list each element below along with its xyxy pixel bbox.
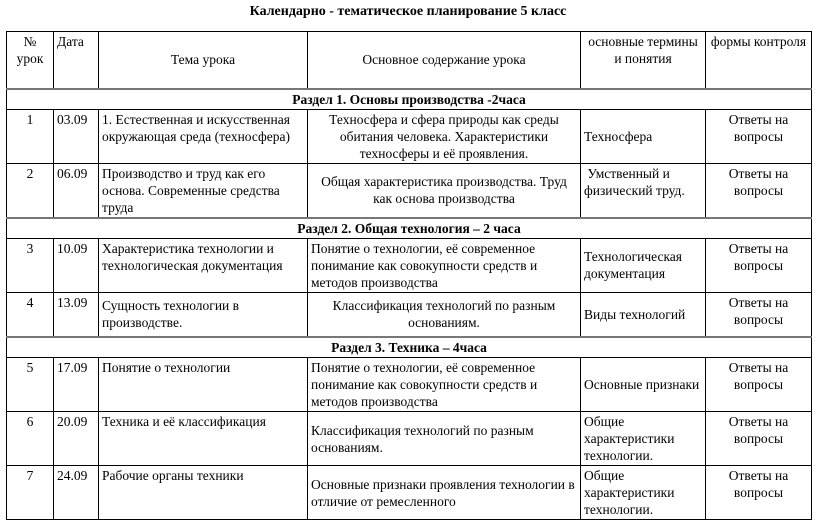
- cell-content: Понятие о технологии, её современное понимание как совокупности средств и методов производства: [308, 238, 581, 292]
- section-heading: Раздел 3. Техника – 4часа: [7, 337, 812, 358]
- section-heading: Раздел 1. Основы производства -2часа: [7, 89, 812, 110]
- cell-date: 03.09: [54, 109, 99, 163]
- cell-num: 7: [7, 466, 54, 520]
- cell-date: 20.09: [54, 412, 99, 466]
- planning-table: [6, 31, 812, 520]
- cell-control: Ответы на вопросы: [706, 163, 812, 218]
- cell-date: 06.09: [54, 163, 99, 218]
- table-row: [7, 292, 812, 337]
- document-title: Календарно - тематическое планирование 5 класс: [249, 4, 567, 19]
- cell-control: Ответы на вопросы: [706, 358, 812, 412]
- cell-terms: Технологическая документация: [581, 238, 706, 292]
- cell-topic: Рабочие органы техники: [99, 466, 308, 520]
- cell-topic: Производство и труд как его основа. Современные средства труда: [99, 163, 308, 218]
- cell-content: Классификация технологий по разным основаниям.: [308, 292, 581, 337]
- header-control: формы контроля: [706, 32, 812, 89]
- cell-topic: Сущность технологии в производстве.: [99, 292, 308, 337]
- cell-content: Основные признаки проявления технологии в отличие от ремесленного: [308, 466, 581, 520]
- header-content: Основное содержание урока: [308, 32, 581, 89]
- cell-topic: Техника и её классификация: [99, 412, 308, 466]
- table-row: [7, 358, 812, 412]
- table-row: [7, 238, 812, 292]
- header-topic: Тема урока: [99, 32, 308, 89]
- cell-terms: Умственный и физический труд.: [581, 163, 706, 218]
- cell-topic: Характеристика технологии и технологическая документация: [99, 238, 308, 292]
- header-num: № урок: [7, 32, 54, 89]
- cell-num: 5: [7, 358, 54, 412]
- cell-num: 2: [7, 163, 54, 218]
- cell-num: 3: [7, 238, 54, 292]
- header-row: [7, 32, 812, 89]
- header-terms: основные термины и понятия: [581, 32, 706, 89]
- cell-date: 24.09: [54, 466, 99, 520]
- cell-terms: Виды технологий: [581, 292, 706, 337]
- cell-date: 17.09: [54, 358, 99, 412]
- cell-num: 4: [7, 292, 54, 337]
- cell-terms: Общие характеристики технологии.: [581, 466, 706, 520]
- header-date: Дата: [54, 32, 99, 89]
- cell-topic: 1. Естественная и искусственная окружающая среда (техносфера): [99, 109, 308, 163]
- cell-control: Ответы на вопросы: [706, 109, 812, 163]
- cell-date: 10.09: [54, 238, 99, 292]
- cell-num: 6: [7, 412, 54, 466]
- cell-terms: Техносфера: [581, 109, 706, 163]
- cell-control: Ответы на вопросы: [706, 466, 812, 520]
- table-row: [7, 163, 812, 218]
- cell-control: Ответы на вопросы: [706, 238, 812, 292]
- cell-content: Классификация технологий по разным основаниям.: [308, 412, 581, 466]
- table-row: [7, 412, 812, 466]
- cell-terms: Общие характеристики технологии.: [581, 412, 706, 466]
- cell-terms: Основные признаки: [581, 358, 706, 412]
- cell-num: 1: [7, 109, 54, 163]
- section-heading: Раздел 2. Общая технология – 2 часа: [7, 218, 812, 239]
- table-row: [7, 466, 812, 520]
- cell-content: Техносфера и сфера природы как среды обитания человека. Характеристики техносферы и её проявления.: [308, 109, 581, 163]
- cell-date: 13.09: [54, 292, 99, 337]
- cell-content: Общая характеристика производства. Труд как основа производства: [308, 163, 581, 218]
- table-row: [7, 109, 812, 163]
- cell-topic: Понятие о технологии: [99, 358, 308, 412]
- cell-control: Ответы на вопросы: [706, 292, 812, 337]
- cell-content: Понятие о технологии, её современное понимание как совокупности средств и методов производства: [308, 358, 581, 412]
- cell-control: Ответы на вопросы: [706, 412, 812, 466]
